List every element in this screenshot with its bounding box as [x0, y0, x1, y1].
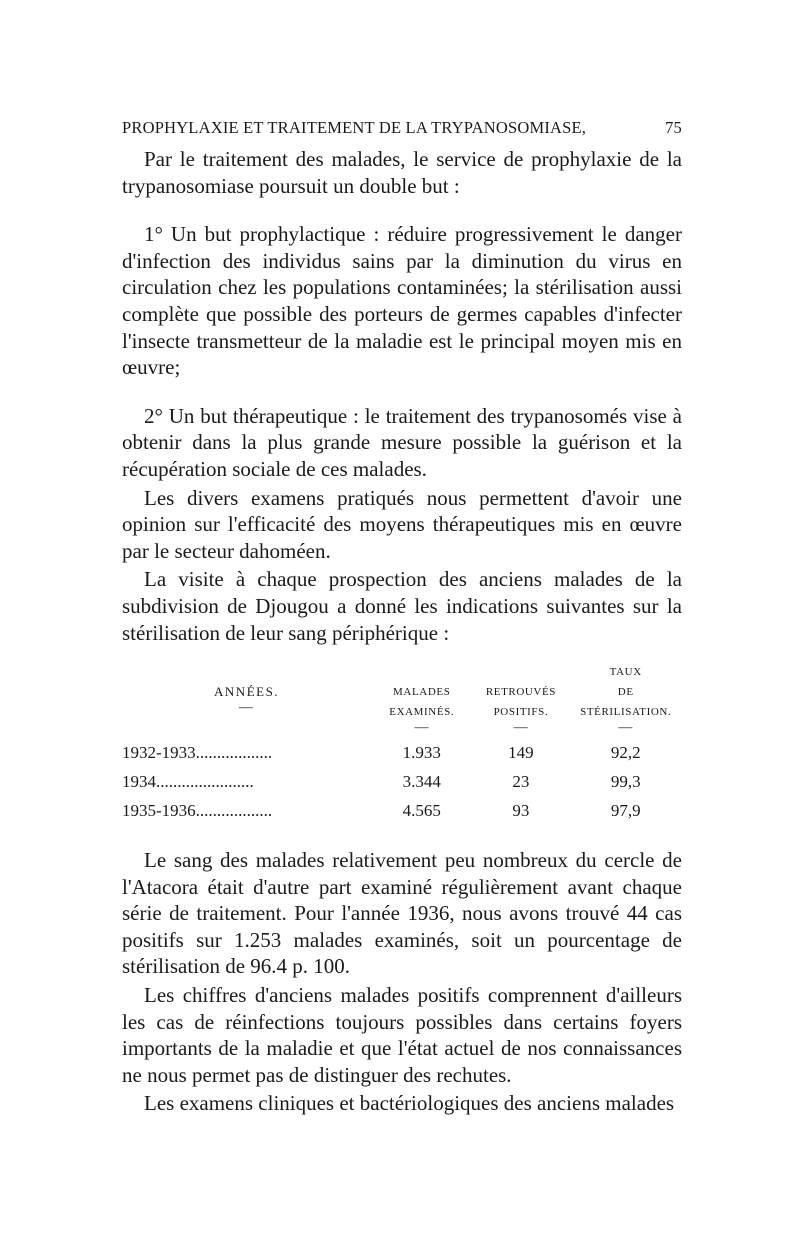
sterilisation-table	[122, 662, 682, 825]
cell-year: 1935-1936..................	[122, 801, 273, 821]
table-row	[122, 767, 682, 796]
paragraph-exams: Les divers examens pratiqués nous permettent d'avoir une opinion sur l'efficacité des moyens thérapeutiques mis en œuvre par le secteur dahoméen.	[122, 485, 682, 563]
cell-positive: 23	[512, 772, 530, 792]
paragraph-point-2: 2° Un but thérapeutique : le traitement des trypanosomés vise à obtenir dans la plus grande mesure possible la guérison et la récupération sociale de ces malades.	[122, 403, 682, 481]
cell-rate: 99,3	[610, 772, 641, 792]
cell-examined: 3.344	[402, 772, 441, 792]
paragraph-intro: Par le traitement des malades, le service de prophylaxie de la trypanosomiase poursuit un double but :	[122, 147, 682, 198]
header-years: ANNÉES. —	[214, 684, 280, 716]
header-positive: RETROUVÉS POSITIFS. —	[485, 686, 556, 736]
cell-examined: 1.933	[402, 743, 441, 763]
running-title: PROPHYLAXIE ET TRAITEMENT DE LA TRYPANOSOMIASE,	[122, 118, 587, 137]
table-header-row	[122, 662, 682, 738]
cell-rate: 92,2	[610, 743, 641, 763]
paragraph-blood: Le sang des malades relativement peu nombreux du cercle de l'Atacora était d'autre part examiné régulièrement avant chaque série de traitement. Pour l'année 1936, nous avons trouvé 44 cas positifs sur 1.253 malades examinés, soit un pourcentage de stérilisation de 96.4 p. 100.	[122, 848, 682, 979]
paragraph-clinical: Les examens cliniques et bactériologiques des anciens malades	[144, 1091, 675, 1116]
cell-positive: 149	[508, 743, 534, 763]
table-row	[122, 738, 682, 767]
cell-year: 1932-1933..................	[122, 743, 273, 763]
header-rate: TAUX DE STÉRILISATION. —	[580, 666, 672, 736]
running-head	[122, 118, 682, 138]
cell-year: 1934.......................	[122, 772, 254, 792]
book-page	[122, 118, 682, 1117]
page-number: 75	[665, 118, 682, 137]
cell-rate: 97,9	[610, 801, 641, 821]
paragraph-visit: La visite à chaque prospection des anciens malades de la subdivision de Djougou a donné les indications suivantes sur la stérilisation de leur sang périphérique :	[122, 567, 682, 645]
paragraph-point-1: 1° Un but prophylactique : réduire progressivement le danger d'infection des individus sains par la diminution du virus en circulation chez les populations contaminées; la stérilisation aussi complète que possible des porteurs de germes capables d'infecter l'insecte transmetteur de la maladie est le principal moyen mis en œuvre;	[122, 222, 682, 380]
header-examined: MALADES EXAMINÉS. —	[389, 686, 455, 736]
paragraph-relapses: Les chiffres d'anciens malades positifs comprennent d'ailleurs les cas de réinfections toujours possibles dans certains foyers importants de la maladie et que l'état actuel de nos connaissances ne nous permet pas de distinguer des rechutes.	[122, 983, 682, 1087]
cell-examined: 4.565	[402, 801, 441, 821]
cell-positive: 93	[512, 801, 530, 821]
table-row	[122, 796, 682, 825]
